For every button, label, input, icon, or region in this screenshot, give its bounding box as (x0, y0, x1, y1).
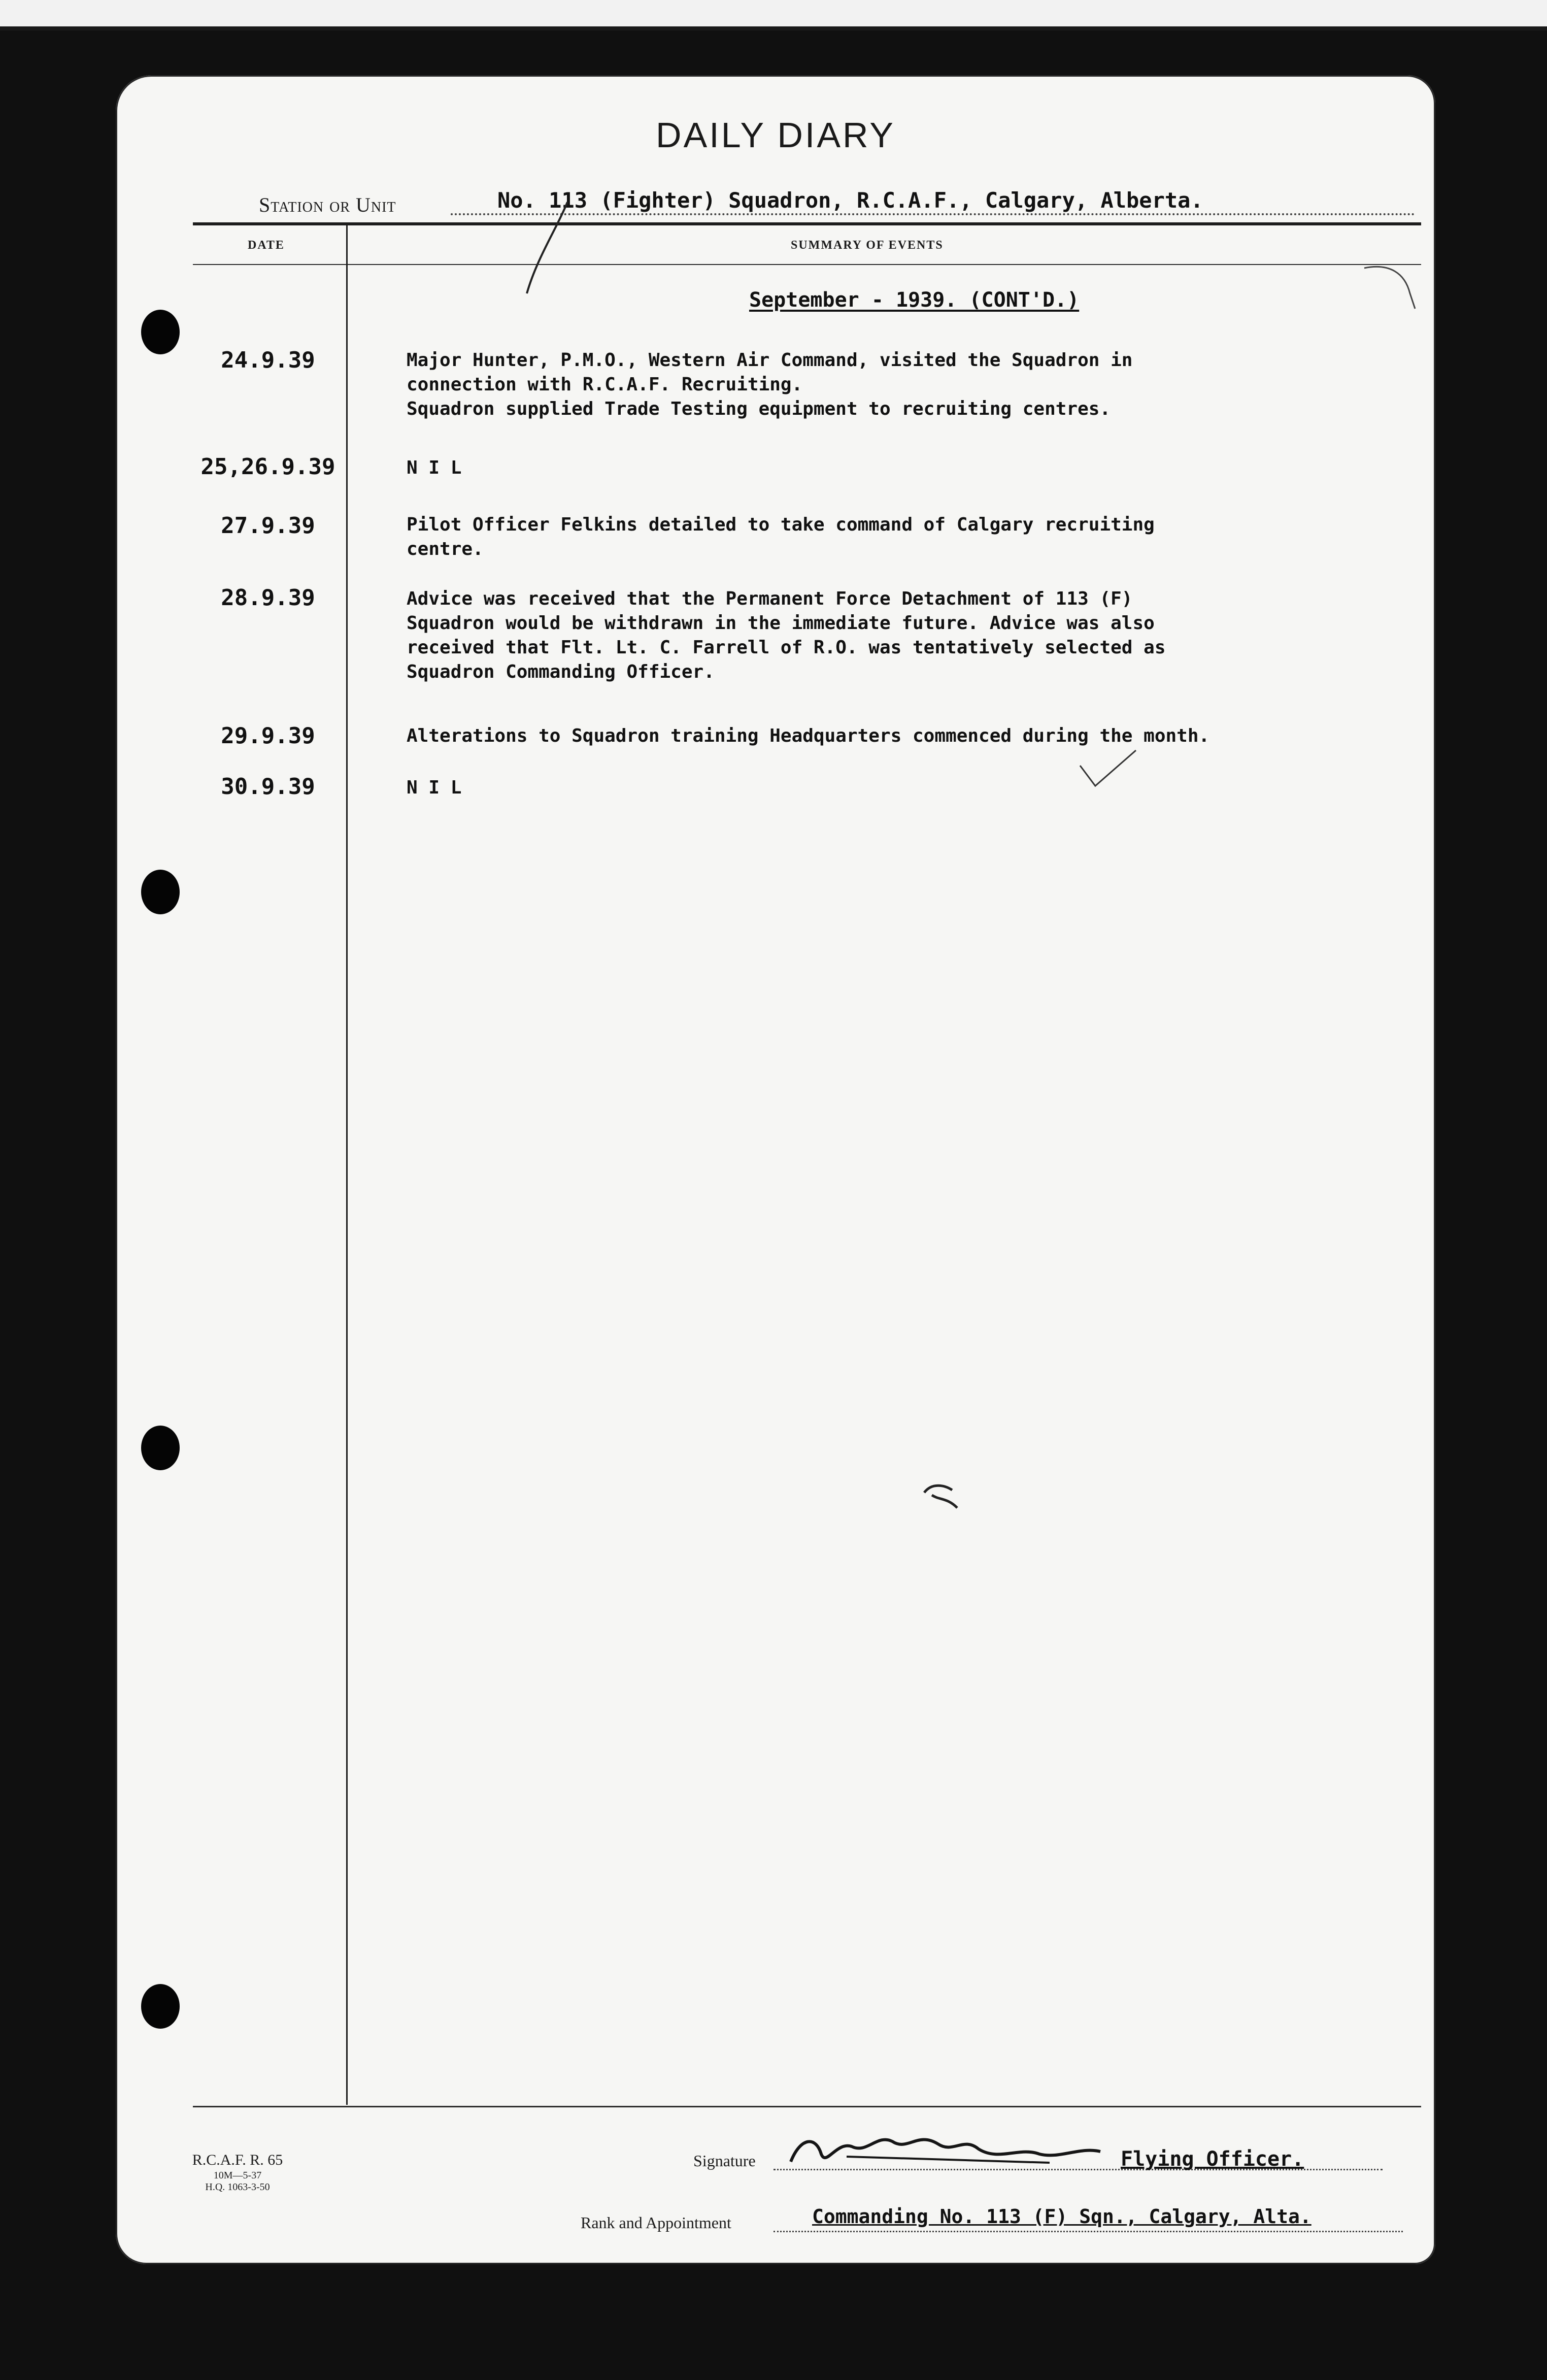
pen-stroke-mark (517, 197, 573, 299)
entry-date: 30.9.39 (221, 774, 315, 800)
form-number: R.C.A.F. R. 65 (192, 2152, 283, 2168)
corner-tear (1359, 258, 1420, 319)
column-header-rule (193, 264, 1421, 265)
entry-date: 25,26.9.39 (200, 454, 335, 480)
column-divider (346, 225, 348, 2105)
date-column-header: DATE (248, 239, 285, 252)
form-print-code: 10M—5-37 (213, 2170, 262, 2181)
entry-date: 27.9.39 (221, 513, 315, 539)
summary-column-header: SUMMARY OF EVENTS (791, 239, 944, 252)
entry-date: 28.9.39 (221, 585, 315, 611)
rank-dotted-line (773, 2231, 1403, 2232)
entry-text: N I L (407, 777, 462, 798)
month-heading: September - 1939. (CONT'D.) (749, 288, 1080, 312)
page-title: DAILY DIARY (656, 115, 895, 155)
diary-page (116, 75, 1435, 2264)
rank-value: Commanding No. 113 (F) Sqn., Calgary, Alta. (812, 2205, 1311, 2228)
header-rule (193, 222, 1421, 225)
punch-hole (141, 870, 180, 914)
check-mark (1075, 745, 1141, 791)
entry-text: Pilot Officer Felkins detailed to take command of Calgary recruiting centre. (407, 514, 1155, 559)
footer-rule (193, 2106, 1421, 2107)
entry-date: 29.9.39 (221, 723, 315, 749)
entry-text: N I L (407, 457, 462, 478)
entry-text: Major Hunter, P.M.O., Western Air Command, visited the Squadron in connection with R.C.A.F. Recruiting. Squadron supplied Trade Testing equipment to recruiting centres. (407, 350, 1133, 419)
punch-hole (141, 1426, 180, 1470)
stray-ink-mark (922, 1477, 962, 1513)
entry-text: Alterations to Squadron training Headquarters commenced during the month. (407, 725, 1210, 746)
signature-title: Flying Officer. (1121, 2147, 1304, 2171)
scan-top-strip (0, 0, 1547, 30)
entry-text: Advice was received that the Permanent Force Detachment of 113 (F) Squadron would be withdrawn in the immediate future. Advice was also received that Flt. Lt. C. Farrell of R.O. was tentatively selected as Squadron Commanding Officer. (407, 588, 1166, 682)
punch-hole (141, 1984, 180, 2029)
station-dotted-line (451, 213, 1415, 215)
station-label: Station or Unit (259, 193, 396, 216)
form-reference (177, 2152, 298, 2193)
form-hq-code: H.Q. 1063-3-50 (205, 2181, 270, 2193)
signature-label: Signature (693, 2152, 756, 2170)
handwritten-signature (786, 2126, 1111, 2172)
entry-date: 24.9.39 (221, 347, 315, 373)
station-value: No. 113 (Fighter) Squadron, R.C.A.F., Calgary, Alberta. (497, 188, 1203, 213)
rank-label: Rank and Appointment (581, 2213, 731, 2232)
punch-hole (141, 310, 180, 354)
